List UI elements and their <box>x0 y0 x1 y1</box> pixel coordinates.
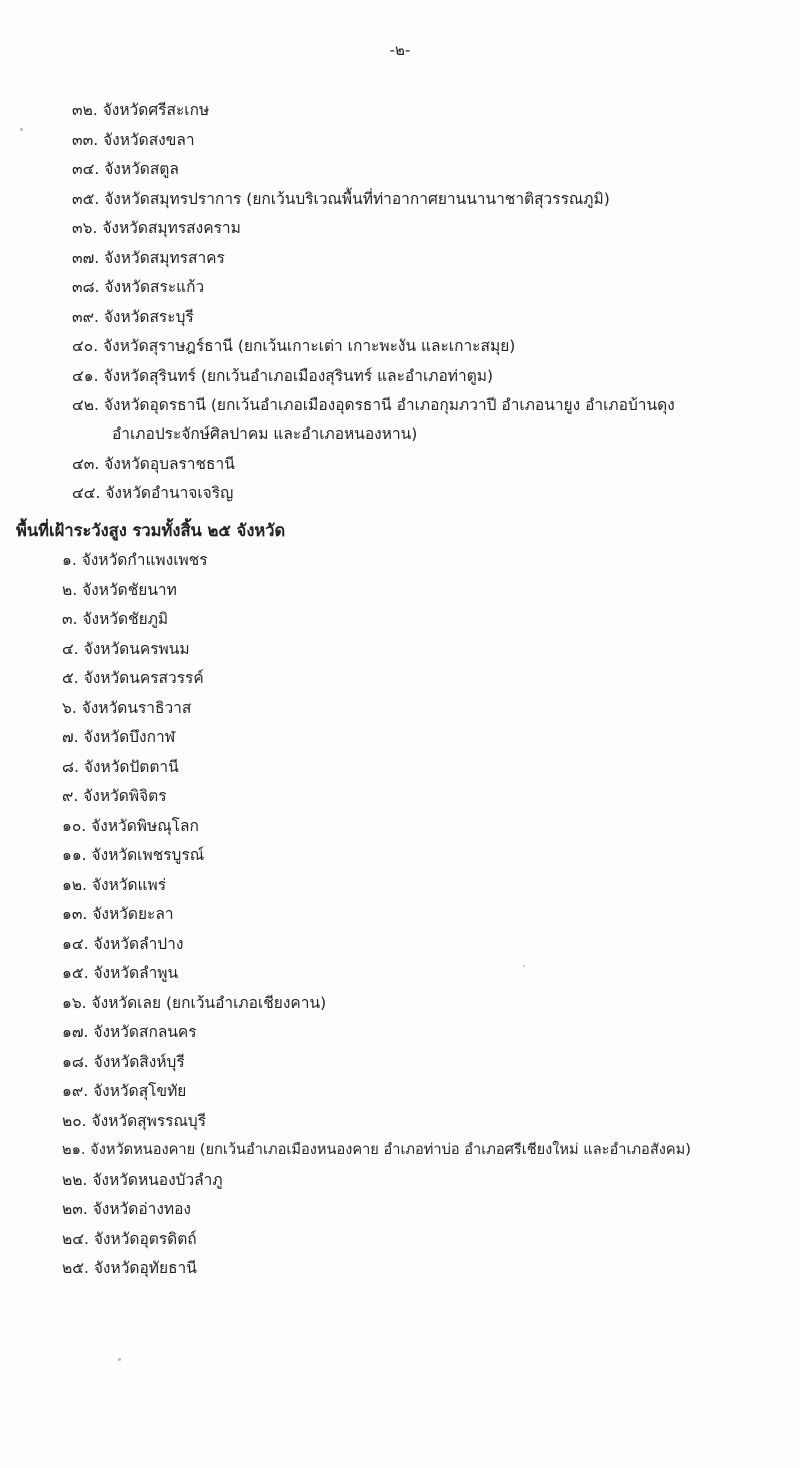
list-item: ๓๙. จังหวัดสระบุรี <box>72 308 194 326</box>
list-item: ๑๕. จังหวัดลำพูน <box>62 964 179 982</box>
list-item: ๒๐. จังหวัดสุพรรณบุรี <box>62 1112 207 1130</box>
list-item: ๓. จังหวัดชัยภูมิ <box>62 610 169 628</box>
page-number: -๒- <box>389 41 411 59</box>
list-item: ๑๐. จังหวัดพิษณุโลก <box>62 817 199 835</box>
list-item: ๔๒. จังหวัดอุดรธานี (ยกเว้นอำเภอเมืองอุดรธานี อำเภอกุมภวาปี อำเภอนายูง อำเภอบ้านดุง <box>72 396 675 414</box>
list-item: ๒๒. จังหวัดหนองบัวลำภู <box>62 1171 223 1189</box>
scan-speck <box>523 965 525 967</box>
list-item: ๙. จังหวัดพิจิตร <box>62 787 167 805</box>
list-item: ๑. จังหวัดกำแพงเพชร <box>62 551 208 569</box>
list-item-continuation: อำเภอประจักษ์ศิลปาคม และอำเภอหนองหาน) <box>112 425 418 443</box>
list-item: ๑๒. จังหวัดแพร่ <box>62 876 167 894</box>
list-item: ๑๓. จังหวัดยะลา <box>62 905 174 923</box>
list-item: ๑๙. จังหวัดสุโขทัย <box>62 1082 187 1100</box>
list-item: ๒๓. จังหวัดอ่างทอง <box>62 1200 192 1218</box>
list-item: ๒๑. จังหวัดหนองคาย (ยกเว้นอำเภอเมืองหนองคาย อำเภอท่าบ่อ อำเภอศรีเชียงใหม่ และอำเภอสังคม) <box>62 1141 691 1158</box>
list-item: ๒. จังหวัดชัยนาท <box>62 581 177 599</box>
list-item: ๔๓. จังหวัดอุบลราชธานี <box>72 455 235 473</box>
list-item: ๒๔. จังหวัดอุตรดิตถ์ <box>62 1230 197 1248</box>
section-heading: พื้นที่เฝ้าระวังสูง รวมทั้งสิ้น ๒๕ จังหวัด <box>16 521 286 540</box>
list-item: ๔๐. จังหวัดสุราษฎร์ธานี (ยกเว้นเกาะเต่า เกาะพะงัน และเกาะสมุย) <box>72 337 516 355</box>
list-item: ๑๑. จังหวัดเพชรบูรณ์ <box>62 846 205 864</box>
list-item: ๗. จังหวัดบึงกาฬ <box>62 728 176 746</box>
list-item: ๑๔. จังหวัดลำปาง <box>62 935 184 953</box>
list-item: ๔๑. จังหวัดสุรินทร์ (ยกเว้นอำเภอเมืองสุรินทร์ และอำเภอท่าตูม) <box>72 367 494 385</box>
list-item: ๑๘. จังหวัดสิงห์บุรี <box>62 1053 185 1071</box>
list-item: ๑๖. จังหวัดเลย (ยกเว้นอำเภอเชียงคาน) <box>62 994 327 1012</box>
list-item: ๓๒. จังหวัดศรีสะเกษ <box>72 101 210 119</box>
scan-speck <box>20 128 23 131</box>
scan-speck <box>118 1358 121 1361</box>
list-item: ๓๕. จังหวัดสมุทรปราการ (ยกเว้นบริเวณพื้นที่ท่าอากาศยานนานาชาติสุวรรณภูมิ) <box>72 190 610 208</box>
list-item: ๖. จังหวัดนราธิวาส <box>62 699 192 717</box>
list-item: ๒๕. จังหวัดอุทัยธานี <box>62 1259 197 1277</box>
list-item: ๓๖. จังหวัดสมุทรสงคราม <box>72 219 241 237</box>
list-item: ๔. จังหวัดนครพนม <box>62 640 190 658</box>
list-item: ๔๔. จังหวัดอำนาจเจริญ <box>72 484 234 502</box>
list-item: ๓๔. จังหวัดสตูล <box>72 160 179 178</box>
list-item: ๕. จังหวัดนครสวรรค์ <box>62 669 204 687</box>
list-item: ๓๓. จังหวัดสงขลา <box>72 131 195 149</box>
list-item: ๓๗. จังหวัดสมุทรสาคร <box>72 249 225 267</box>
list-item: ๘. จังหวัดปัตตานี <box>62 758 179 776</box>
list-item: ๑๗. จังหวัดสกลนคร <box>62 1023 197 1041</box>
list-item: ๓๘. จังหวัดสระแก้ว <box>72 278 205 296</box>
